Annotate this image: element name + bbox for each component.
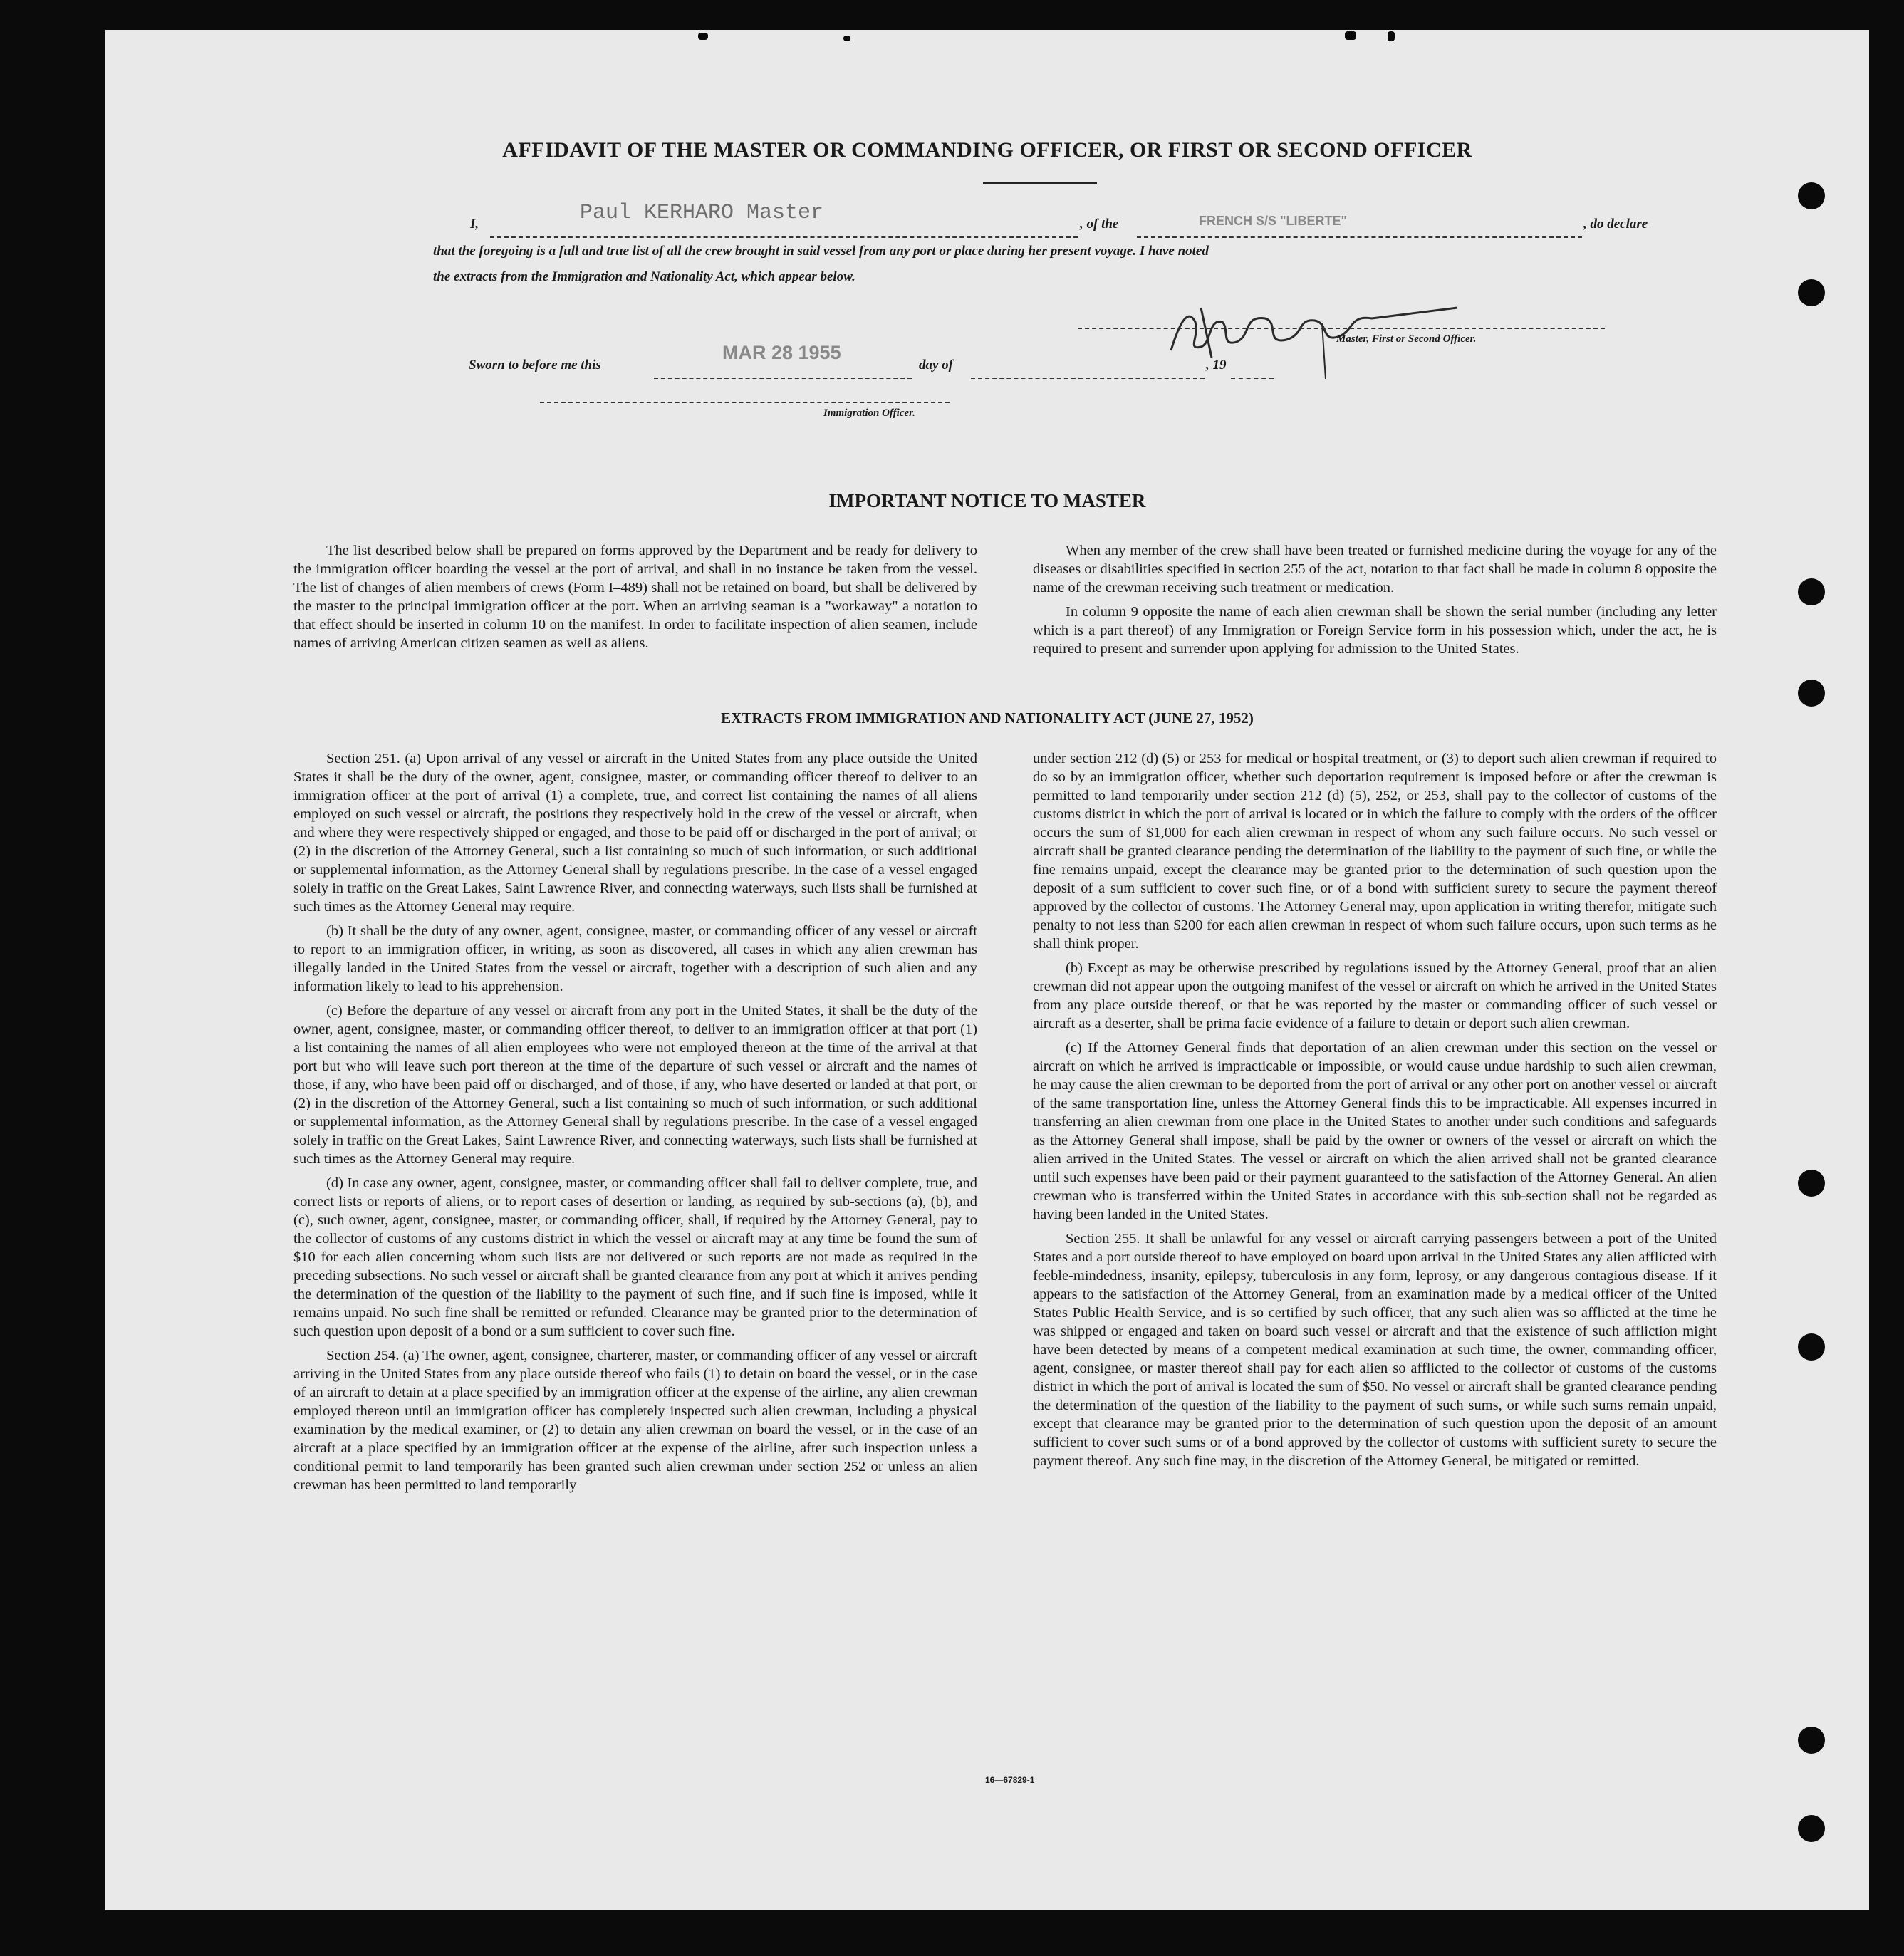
day-of-label: day of <box>919 358 954 373</box>
scan-mark <box>1388 31 1395 41</box>
notice-right-column <box>1033 541 1717 664</box>
day-line <box>971 378 1205 379</box>
vessel-line <box>1137 236 1582 238</box>
signer-caption: Master, First or Second Officer. <box>1336 333 1477 345</box>
officer-caption: Immigration Officer. <box>823 407 915 419</box>
scan-mark <box>1345 31 1356 40</box>
punch-hole-icon <box>1798 1727 1825 1754</box>
punch-hole-icon <box>1798 182 1825 209</box>
extract-paragraph: Section 251. (a) Upon arrival of any vessel or aircraft in the United States from any place outside the United States it shall be the duty of the owner, agent, consignee, master, or commanding officer thereof to deliver to an immigration officer at the port of arrival (1) a complete, true, and correct list containing the names of all aliens employed on such vessel or aircraft, the positions they respectively hold in the crew of the vessel or aircraft, when and where they were respectively shipped or engaged, and those to be paid off or discharged in the port of arrival; or (2) in the discretion of the Attorney General, such a list containing so much of such information, or such additional or supplemental information, as the Attorney General shall by regulations prescribe. In the case of a vessel engaged solely in traffic on the Great Lakes, Saint Lawrence River, and connecting waterways, such lists shall be furnished at such times as the Attorney General may require. <box>293 751 977 915</box>
punch-hole-icon <box>1798 1333 1825 1361</box>
notice-left-column <box>293 541 977 658</box>
sworn-date-line <box>654 378 912 379</box>
title-rule <box>983 182 1097 184</box>
extract-paragraph: (b) Except as may be otherwise prescribed by regulations issued by the Attorney General, proof that an alien crewman did not appear upon the outgoing manifest of the vessel or aircraft on which he arrived in the United States from any place outside thereof, or that he was reported by the master or commanding officer of such vessel or aircraft as a deserter, shall be prima facie evidence of a failure to detain or deport such alien crewman. <box>1033 960 1717 1031</box>
extract-paragraph: Section 254. (a) The owner, agent, consignee, charterer, master, or commanding officer of any vessel or aircraft arriving in the United States from any place outside thereof who fails (1) to detain on board the vessel, or in the case of an aircraft to detain at a place specified by an immigration officer at the expense of the airline, any alien crewman employed thereon until an immigration officer has completely inspected such alien crewman, including a physical examination by the medical examiner, or (2) to detain any alien crewman on board the vessel, or in the case of an aircraft at a place specified by an immigration officer at the expense of the airline, after such inspection unless a conditional permit to land temporarily has been granted such alien crewman under section 252 or unless an alien crewman has been permitted to land temporarily <box>293 1348 977 1493</box>
extract-paragraph: Section 255. It shall be unlawful for any vessel or aircraft carrying passengers between a port of the United States and a port outside thereof to have employed on board upon arrival in the United States any alien afflicted with feeble-mindedness, insanity, epilepsy, tuberculosis in any form, leprosy, or any dangerous contagious disease. If it appears to the satisfaction of the Attorney General, from an examination made by a medical officer of the United States Public Health Service, and is so certified by such officer, that any such alien was so afflicted at the time he was shipped or engaged and taken on board such vessel or aircraft and that the existence of such affliction might have been detected by means of a competent medical examination at such time, the owner, commanding officer, agent, consignee, or master thereof shall pay for each alien so afflicted to the collector of customs of the customs district in which the port of arrival is located the sum of $50. No vessel or aircraft shall be granted clearance pending the determination of the question of the liability to the payment of such sums, or while such sums remain unpaid, except that clearance may be granted prior to the determination of such question upon the deposit of an amount sufficient to cover such sums or of a bond approved by the collector of customs with sufficient surety to secure the payment thereof. Any such fine may, in the discretion of the Attorney General, be mitigated or remitted. <box>1033 1231 1717 1469</box>
master-signature <box>1158 279 1472 386</box>
affidavit-title: AFFIDAVIT OF THE MASTER OR COMMANDING OFFICER, OR FIRST OR SECOND OFFICER <box>502 138 1472 162</box>
notice-title: IMPORTANT NOTICE TO MASTER <box>828 490 1146 511</box>
notice-right-paragraph-1: When any member of the crew shall have been treated or furnished medicine during the voyage for any of the diseases or disabilities specified in section 255 of the act, notation to that fact shall be made in column 8 opposite the name of the crewman receiving such treatment or medication. <box>1033 543 1717 595</box>
extracts-left-column <box>293 749 977 1500</box>
extracts-title: EXTRACTS FROM IMMIGRATION AND NATIONALITY ACT (JUNE 27, 1952) <box>721 709 1254 727</box>
extracts-right-column <box>1033 749 1717 1476</box>
document-page <box>105 30 1869 1910</box>
punch-hole-icon <box>1798 680 1825 707</box>
notice-right-paragraph-2: In column 9 opposite the name of each alien crewman shall be shown the serial number (including any letter which is a part thereof) of any Immigration or Foreign Service form in his possession which, under the act, he is required to present and surrender upon applying for admission to the United States. <box>1033 604 1717 657</box>
punch-hole-icon <box>1798 578 1825 605</box>
punch-hole-icon <box>1798 1170 1825 1197</box>
year-label: , 19 <box>1206 358 1227 373</box>
officer-line <box>540 402 950 403</box>
extract-paragraph: (d) In case any owner, agent, consignee, master, or commanding officer shall fail to deliver complete, true, and correct lists or reports of aliens, or to report cases of desertion or landing, as required by sub-sections (a), (b), and (c), such owner, agent, consignee, master, or commanding officer, shall, if required by the Attorney General, pay to the collector of customs of any customs district in which the vessel or aircraft may at any time be found the sum of $10 for each alien concerning whom such lists are not delivered or such reports are not made as required in the preceding subsections. No such vessel or aircraft shall be granted clearance from any port at which it arrives pending the determination of the question of the liability to the payment of such fine, and if such fine is imposed, while it remains unpaid. No such fine shall be remitted or refunded. Clearance may be granted prior to the determination of such question upon deposit of a bond or a sum sufficient to cover such fine. <box>293 1175 977 1339</box>
form-code: 16—67829-1 <box>985 1775 1035 1785</box>
sworn-label: Sworn to before me this <box>469 358 601 373</box>
name-line <box>490 236 1078 238</box>
punch-hole-icon <box>1798 1815 1825 1842</box>
extract-paragraph: (b) It shall be the duty of any owner, agent, consignee, master, or commanding officer of any vessel or aircraft to report to an immigration officer, in writing, as soon as discovered, all cases in which any alien crewman has illegally landed in the United States from the vessel or aircraft, together with a description of such alien and any information likely to lead to his apprehension. <box>293 923 977 994</box>
signature-line <box>1078 328 1605 329</box>
affidavit-line-2: that the foregoing is a full and true list of all the crew brought in said vessel from any port or place during her present voyage. I have noted <box>433 244 1209 259</box>
scan-mark <box>698 33 708 40</box>
master-name: Paul KERHARO Master <box>580 201 824 225</box>
affidavit-line-3: the extracts from the Immigration and Nationality Act, which appear below. <box>433 269 855 284</box>
notice-left-paragraph: The list described below shall be prepared on forms approved by the Department and be ready for delivery to the immigration officer boarding the vessel at the port of arrival, and shall in no instance be taken from the vessel. The list of changes of alien members of crews (Form I–489) shall not be retained on board, but shall be delivered by the master to the principal immigration officer at the port. When an arriving seaman is a "workaway" a notation to that effect should be inserted in column 10 on the manifest. In order to facilitate inspection of alien seamen, include names of arriving American citizen seamen as well as aliens. <box>293 543 977 651</box>
of-the-label: , of the <box>1080 217 1119 232</box>
extract-paragraph: (c) Before the departure of any vessel or aircraft from any port in the United States, it shall be the duty of the owner, agent, consignee, master, or commanding officer thereof, to deliver to an immigration officer at that port (1) a list containing the names of all alien employees who were not employed thereon at the time of the arrival at that port but who will leave such port thereon at the time of the departure of such vessel or aircraft and the names of those, if any, who have been paid off or discharged, and of those, if any, who have deserted or landed at that port, or (2) in the discretion of the Attorney General, such a list containing so much of such information, or such additional or supplemental information, as the Attorney General shall by regulations prescribe. In the case of a vessel engaged solely in traffic on the Great Lakes, Saint Lawrence River, and connecting waterways, such lists shall be furnished at such times as the Attorney General may require. <box>293 1003 977 1167</box>
declare-label: , do declare <box>1583 217 1648 232</box>
sworn-date-stamp: MAR 28 1955 <box>722 342 841 363</box>
scan-mark <box>843 36 850 41</box>
year-line <box>1231 378 1274 379</box>
i-label: I, <box>470 217 479 232</box>
punch-hole-icon <box>1798 279 1825 306</box>
vessel-name: FRENCH S/S "LIBERTE" <box>1199 214 1348 228</box>
extract-paragraph: under section 212 (d) (5) or 253 for medical or hospital treatment, or (3) to deport such alien crewman if required to do so by an immigration officer, whether such deportation requirement is imposed before or after the crewman is permitted to land temporarily under section 212 (d) (5), 252, or 253, shall pay to the collector of customs of the customs district in which the port of arrival is located or in which the failure to comply with the orders of the officer occurs the sum of $1,000 for each alien crewman in respect of whom any such failure occurs. No such vessel or aircraft shall be granted clearance pending the determination of the liability to the payment of such fine, or while the fine remains unpaid, except the clearance may be granted prior to the determination of such question upon the deposit of a sum sufficient to cover such fine, or of a bond with sufficient surety to secure the payment thereof approved by the collector of customs. The Attorney General may, upon application in writing therefor, mitigate such penalty to not less than $200 for each alien crewman in respect of whom such failure occurs, upon such terms as he shall think proper. <box>1033 751 1717 952</box>
extract-paragraph: (c) If the Attorney General finds that deportation of an alien crewman under this section on the vessel or aircraft on which he arrived is impracticable or impossible, or would cause undue hardship to such alien crewman, he may cause the alien crewman to be deported from the port of arrival or any other port on another vessel or aircraft of the same transportation line, unless the Attorney General finds this to be impracticable. All expenses incurred in transferring an alien crewman from one place in the United States to another under such conditions and safeguards as the Attorney General shall impose, shall be paid by the owner or owners of the vessel or aircraft on which the alien arrived in the United States. The vessel or aircraft on which the alien arrived shall not be granted clearance until such expenses have been paid or their payment guaranteed to the satisfaction of the Attorney General. An alien crewman who is transferred within the United States in accordance with this sub-section shall not be regarded as having been landed in the United States. <box>1033 1040 1717 1222</box>
